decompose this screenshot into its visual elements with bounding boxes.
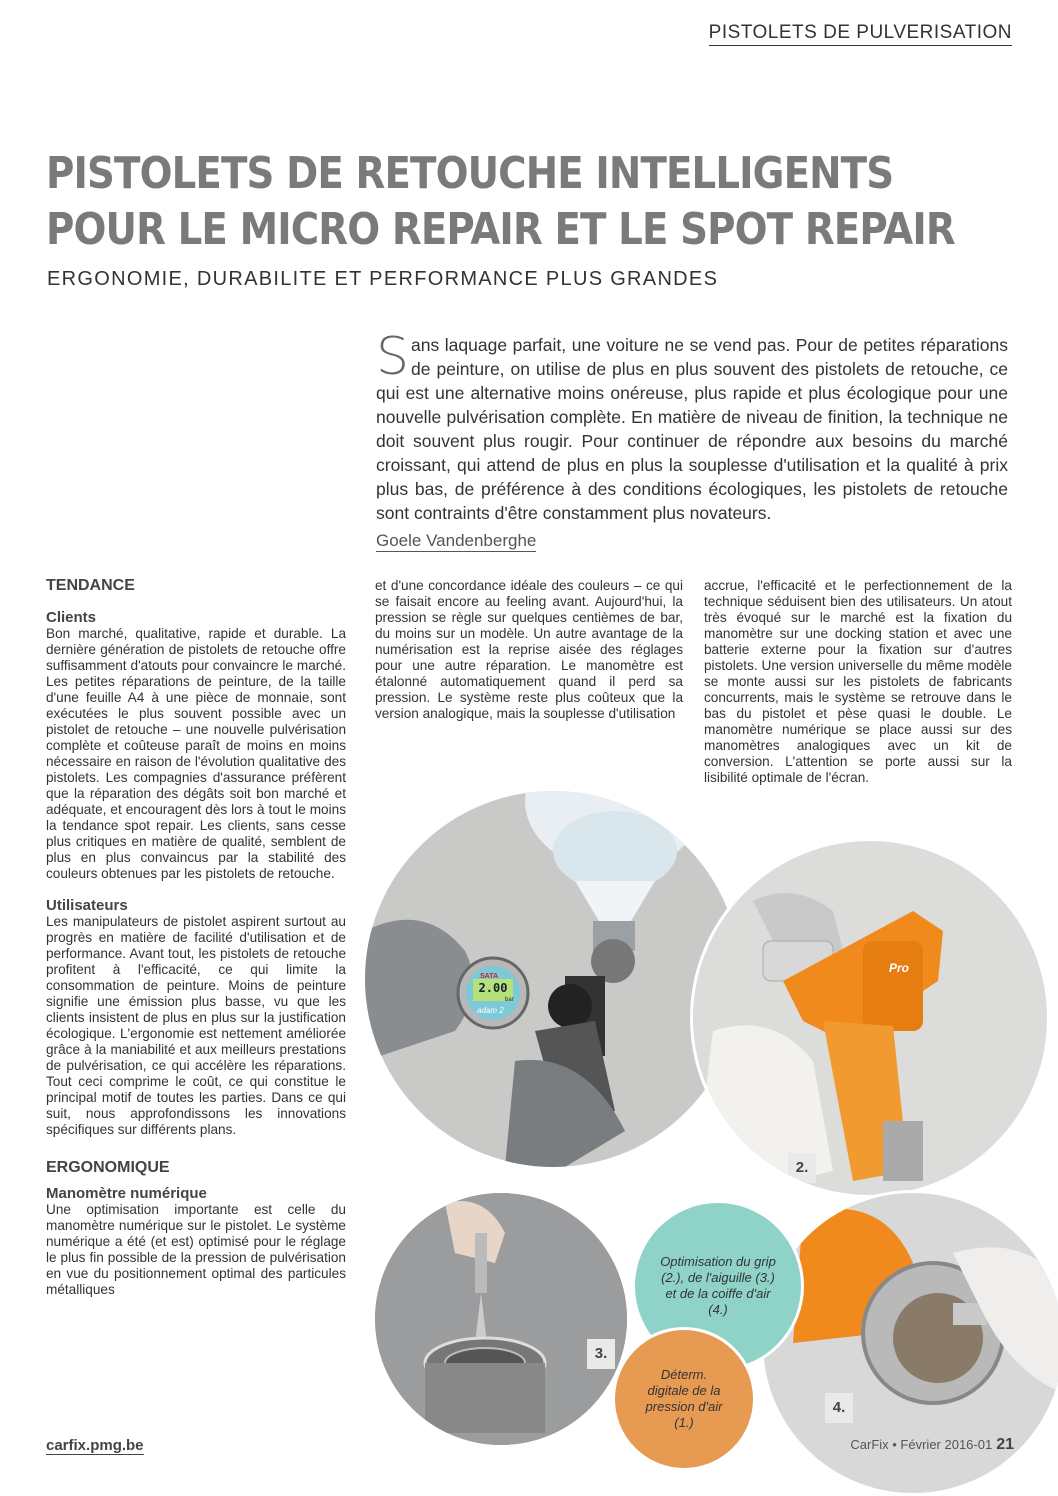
section-tag: PISTOLETS DE PULVERISATION	[709, 22, 1012, 46]
title-line-1: PISTOLETS DE RETOUCHE INTELLIGENTS	[46, 148, 894, 199]
photo-label-2: 2.	[788, 1153, 816, 1183]
footer-issue-block	[850, 1436, 1014, 1454]
article-subtitle: ERGONOMIE, DURABILITE ET PERFORMANCE PLUS GRANDES	[47, 268, 719, 290]
paragraph-clients: Bon marché, qualitative, rapide et durable. La dernière génération de pistolets de retouche offre suffisamment d'atouts pour convaincre le marché. Les petites réparations de peinture, de la taille d'une feuille A4 à une pièce de monnaie, sont exécutées le plus souvent possible avec un pistolet de retouche – une nouvelle pulvérisation complète et coûteuse paraît de moins en moins nécessaire en raison de l'évolution qualitative des pistolets. Les compagnies d'assurance préfèrent que la réparation des dégâts soit bon marché et adéquate, et encouragent dès lors à tout le moins la tendance spot repair. Les clients, sans cesse plus critiques en matière de qualité, semblent de plus en plus convaincus par la stabilité des couleurs obtenues par les pistolets de retouche.	[46, 626, 346, 881]
photo-digital-gauge	[362, 788, 744, 1170]
caption-orange-text: Déterm. digitale de la pression d'air (1.)	[645, 1367, 723, 1430]
intro-dropcap: S	[376, 327, 410, 387]
caption-teal-text: Optimisation du grip (2.), de l'aiguille (3.) et de la coiffe d'air (4.)	[660, 1254, 776, 1317]
gauge-illustration	[365, 791, 741, 1167]
paragraph-col3: accrue, l'efficacité et le perfectionnement de la technique séduisent bien des utilisateurs. Un atout très évoqué sur le marché est la fixation du manomètre sur une docking station et avec une batterie externe pour la fixation sur d'autres pistolets. Une version universelle du même modèle se monte aussi sur les pistolets de fabricants concurrents, mais le système se retrouve dans le bas du pistolet et pèse quasi le double. Le manomètre numérique se place aussi sur des manomètres analogiques avec un kit de conversion. L'attention se porte aussi sur la lisibilité optimale de l'écran.	[704, 578, 1012, 785]
article-title	[46, 146, 955, 258]
photo-spray-gun	[690, 838, 1050, 1198]
caption-orange-bubble	[612, 1327, 756, 1471]
heading-tendance: TENDANCE	[46, 577, 135, 594]
gauge-readout: 2.00	[478, 981, 508, 995]
column-3	[704, 578, 1012, 786]
gauge-unit: bar	[505, 997, 514, 1003]
heading-ergonomique: ERGONOMIQUE	[46, 1159, 170, 1176]
column-1	[46, 578, 346, 1298]
intro-text: ans laquage parfait, une voiture ne se vend pas. Pour de petites réparations de peinture, on utilise de plus en plus souvent des pistolets de retouche, ce qui est une alternative moins onéreuse, plus rapide et plus écologique pour une nouvelle pulvérisation complète. En matière de niveau de finition, la technique ne doit souvent plus rougir. Pour continuer de répondre aux besoins du marché croissant, qui attend de plus en plus la souplesse d'utilisation et la qualité à prix plus bas, de préférence à des conditions écologiques, les pistolets de retouche sont contraints d'être constamment plus novateurs.	[376, 335, 1008, 523]
heading-manometre: Manomètre numérique	[46, 1185, 207, 1202]
heading-clients: Clients	[46, 609, 97, 626]
paragraph-col2: et d'une concordance idéale des couleurs – ce qui se faisait encore au feeling avant. Aujourd'hui, la pression se règle sur quelques centièmes de bar, du moins sur un modèle. Un autre avantage de la numérisation est la reprise aisée des réglages pour une autre réparation. Le manomètre est étalonné automatiquement quand il perd sa pression. Le système reste plus coûteux que la version analogique, mais la souplesse d'utilisation	[375, 578, 683, 721]
paragraph-manometre: Une optimisation importante est celle du manomètre numérique sur le pistolet. Le système numérique a été (et est) optimisé pour le réglage le plus fin possible de la pression de pulvérisation en vue du positionnement optimal des particules métalliques	[46, 1202, 346, 1297]
paragraph-utilisateurs: Les manipulateurs de pistolet aspirent surtout au progrès en matière de facilité d'utilisation et de performance. Avant tout, les pistolets de retouche profitent à l'efficacité, ce qui limite la consommation de peinture. Moins de peinture signifie une émission plus basse, vu que les clients insistent de plus en plus sur la justification écologique. L'ergonomie est nettement améliorée grâce à la maniabilité et aux meilleurs prestations de pulvérisation, ce qui accélère les réparations. Tout ceci comprime le coût, ce qui constitue le principal motif de toutes les parties. Dans ce qui suit, nous approfondissons les innovations spécifiques sur différents plans.	[46, 914, 346, 1137]
intro-paragraph	[376, 327, 1008, 525]
photo-label-3: 3.	[587, 1339, 615, 1369]
gauge-brand-text: SATA	[480, 973, 499, 980]
column-2	[375, 578, 683, 722]
footer-website[interactable]: carfix.pmg.be	[46, 1437, 144, 1454]
title-line-2: POUR LE MICRO REPAIR ET LE SPOT REPAIR	[46, 204, 955, 255]
gun-brand: Pro	[889, 961, 910, 975]
page-number: 21	[996, 1436, 1014, 1453]
photo-label-4: 4.	[825, 1393, 853, 1423]
photo-needle	[372, 1190, 630, 1448]
gauge-model: adam 2	[477, 1006, 504, 1015]
author-name: Goele Vandenberghe	[376, 531, 537, 550]
spray-gun-illustration	[693, 841, 1047, 1195]
needle-illustration	[375, 1193, 627, 1445]
footer-issue: CarFix • Février 2016-01	[850, 1437, 993, 1452]
heading-utilisateurs: Utilisateurs	[46, 897, 128, 914]
photo-label-1: 1.	[683, 1149, 711, 1170]
